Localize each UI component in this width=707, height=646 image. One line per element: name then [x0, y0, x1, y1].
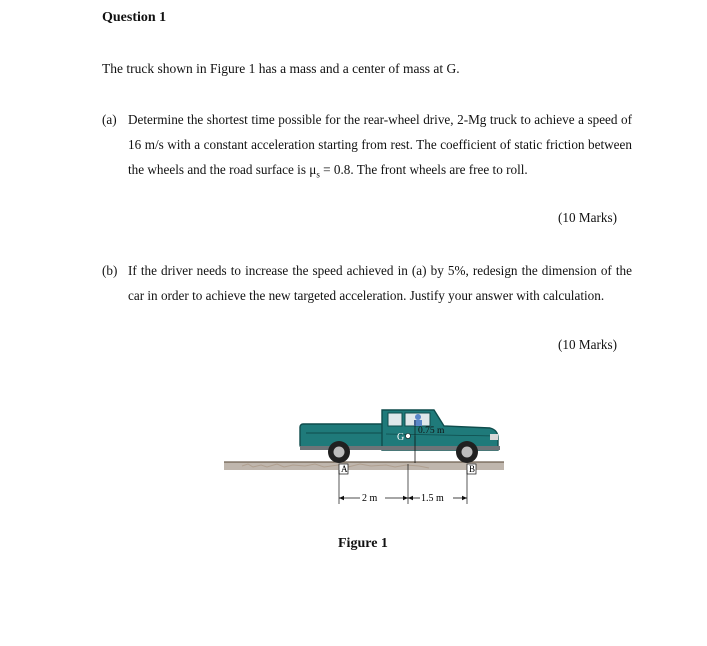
dim-front-label: 1.5 m — [421, 493, 444, 504]
rear-wheel — [328, 441, 350, 463]
support-a-label: A — [341, 464, 348, 474]
part-a-label: (a) — [102, 112, 117, 127]
support-b-label: B — [469, 464, 476, 474]
part-b-label: (b) — [102, 263, 118, 278]
ground — [224, 462, 504, 470]
part-a-marks: (10 Marks) — [558, 210, 617, 225]
front-wheel — [456, 441, 478, 463]
truck-figure — [222, 398, 512, 516]
part-b-marks: (10 Marks) — [558, 337, 617, 352]
figure-caption: Figure 1 — [338, 536, 388, 551]
dim-rear-label: 2 m — [362, 493, 378, 504]
part-a — [102, 107, 632, 188]
question-intro: The truck shown in Figure 1 has a mass and a center of mass at G. — [102, 61, 460, 76]
driver-head — [415, 414, 421, 420]
mu-subscript: s — [316, 169, 320, 180]
question-heading: Question 1 — [102, 10, 167, 25]
height-label: 0.75 m — [418, 426, 445, 436]
part-b-text: If the driver needs to increase the speed achieved in (a) by 5%, redesign the dimension of the car in order to achieve the new targeted acceleration. Justify your answer with calculation. — [128, 263, 632, 303]
part-b — [102, 258, 632, 308]
mu-symbol: μ — [309, 162, 317, 177]
g-label: G — [397, 432, 405, 443]
part-a-text: Determine the shortest time possible for the rear-wheel drive, 2-Mg truck to achieve a speed of 16 m/s with a constant acceleration starting from rest. The coefficient of static friction between the wheels and the road surface is $\mu_s = 0.8$. The front wheels are free to roll. — [128, 112, 632, 180]
